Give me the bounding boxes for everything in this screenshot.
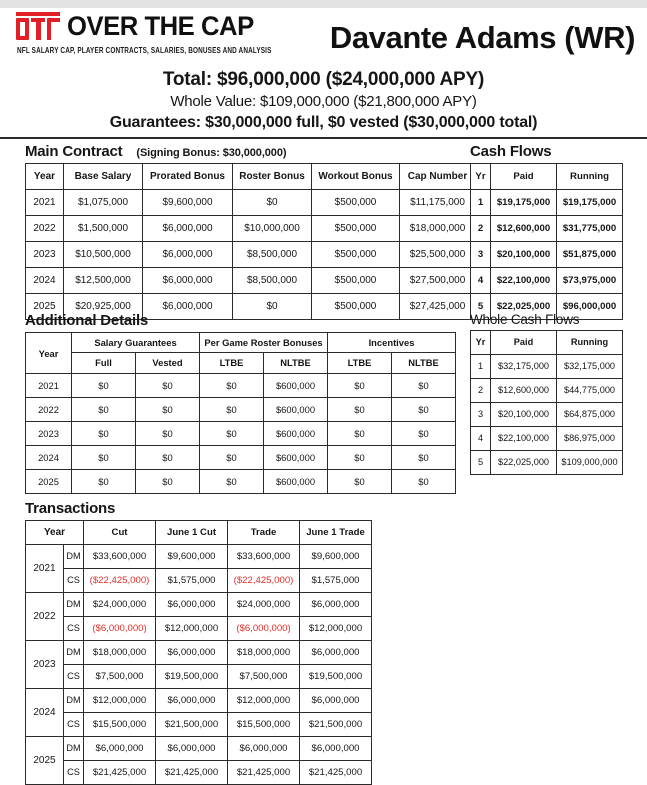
cell: $6,000,000 (300, 737, 372, 761)
transactions-title: Transactions (25, 500, 116, 517)
whole-cash-flows-section (470, 312, 623, 475)
cell: ($22,425,000) (84, 569, 156, 593)
cell: $12,000,000 (228, 689, 300, 713)
cell: $86,975,000 (557, 427, 623, 451)
cell: $10,000,000 (233, 216, 312, 242)
table-header-row (26, 164, 476, 190)
cell: $73,975,000 (557, 268, 623, 294)
table-row (471, 403, 623, 427)
table-row (26, 374, 456, 398)
table-row (471, 216, 623, 242)
cell-cs-label: CS (64, 761, 84, 785)
summary-whole-value: Whole Value: $109,000,000 ($21,800,000 APY) (170, 93, 477, 110)
cell: $21,425,000 (300, 761, 372, 785)
cell-year: 2022 (26, 593, 64, 641)
additional-details-table (25, 332, 456, 494)
cell: 2 (471, 216, 491, 242)
cell: $0 (328, 446, 392, 470)
cell: $6,000,000 (156, 689, 228, 713)
cell-cap-number: $18,000,000 (400, 216, 476, 242)
col-header: Yr (471, 331, 491, 355)
main-contract-title-text: Main Contract (25, 143, 123, 160)
table-row (26, 190, 476, 216)
cell: $7,500,000 (84, 665, 156, 689)
cell: 3 (471, 242, 491, 268)
cell: $0 (72, 374, 136, 398)
col-header: Prorated Bonus (143, 164, 233, 190)
col-header: Trade (228, 521, 300, 545)
main-contract-title (25, 143, 476, 160)
cell: 4 (471, 427, 491, 451)
cell: $0 (200, 398, 264, 422)
cell: $600,000 (264, 446, 328, 470)
cell: $600,000 (264, 374, 328, 398)
top-band (0, 0, 647, 8)
cell: 5 (471, 451, 491, 475)
cell: $19,175,000 (557, 190, 623, 216)
cell: $6,000,000 (143, 294, 233, 320)
cell: $22,025,000 (491, 451, 557, 475)
cell: $0 (392, 422, 456, 446)
col-header: Year (26, 521, 84, 545)
cash-flows-section (470, 143, 623, 320)
cell: $7,500,000 (228, 665, 300, 689)
cell: $600,000 (264, 398, 328, 422)
brand-tagline: NFL SALARY CAP, PLAYER CONTRACTS, SALARIES, BONUSES AND ANALYSIS (17, 46, 272, 56)
cell: $0 (233, 190, 312, 216)
cell-cap-number: $25,500,000 (400, 242, 476, 268)
cell: $0 (328, 398, 392, 422)
cell: $1,575,000 (156, 569, 228, 593)
table-row (26, 665, 372, 689)
table-row (471, 379, 623, 403)
col-header: June 1 Trade (300, 521, 372, 545)
col-header: Vested (136, 353, 200, 374)
table-row (471, 268, 623, 294)
cell-year: 2025 (26, 737, 64, 785)
cell: $0 (72, 398, 136, 422)
cell: $500,000 (312, 294, 400, 320)
cell: $15,500,000 (228, 713, 300, 737)
cell: $0 (392, 398, 456, 422)
table-row (471, 451, 623, 475)
cell: $0 (392, 470, 456, 494)
cell: $32,175,000 (557, 355, 623, 379)
col-header: Cut (84, 521, 156, 545)
brand-name: OVER THE CAP (67, 11, 254, 41)
cell: $33,600,000 (228, 545, 300, 569)
cell: $21,425,000 (84, 761, 156, 785)
cell: $12,000,000 (84, 689, 156, 713)
cell: $0 (200, 446, 264, 470)
cell: $31,775,000 (557, 216, 623, 242)
cell: 1 (471, 190, 491, 216)
cell: $1,575,000 (300, 569, 372, 593)
cell: $6,000,000 (143, 242, 233, 268)
page-header (0, 8, 647, 139)
cell: $0 (200, 374, 264, 398)
summary-guarantees: Guarantees: $30,000,000 full, $0 vested ($30,000,000 total) (109, 114, 538, 131)
cell: $20,925,000 (64, 294, 143, 320)
cell-cap-number: $27,425,000 (400, 294, 476, 320)
cell: $19,500,000 (300, 665, 372, 689)
cell: $22,100,000 (491, 268, 557, 294)
cell-year: 2024 (26, 689, 64, 737)
contract-summary (0, 68, 647, 134)
cell: $0 (328, 422, 392, 446)
cell: $0 (392, 374, 456, 398)
cell: $96,000,000 (557, 294, 623, 320)
cell: 4 (471, 268, 491, 294)
cell: $21,500,000 (300, 713, 372, 737)
cell: $18,000,000 (84, 641, 156, 665)
cell: $21,500,000 (156, 713, 228, 737)
cell: $1,075,000 (64, 190, 143, 216)
transactions-table (25, 520, 372, 785)
cell-dm-label: DM (64, 593, 84, 617)
main-contract-subtitle: (Signing Bonus: $30,000,000) (136, 147, 287, 159)
cell: $32,175,000 (491, 355, 557, 379)
cell: $500,000 (312, 216, 400, 242)
table-row (26, 713, 372, 737)
cell: $51,875,000 (557, 242, 623, 268)
cell: $19,500,000 (156, 665, 228, 689)
cell: $6,000,000 (228, 737, 300, 761)
cell: 2022 (26, 398, 72, 422)
col-header: Paid (491, 164, 557, 190)
table-row (471, 190, 623, 216)
table-row (471, 355, 623, 379)
table-row (26, 641, 372, 665)
cell-cs-label: CS (64, 665, 84, 689)
cell: $9,600,000 (143, 190, 233, 216)
col-header: Roster Bonus (233, 164, 312, 190)
cell: $6,000,000 (156, 641, 228, 665)
col-header: June 1 Cut (156, 521, 228, 545)
col-header: LTBE (200, 353, 264, 374)
col-header-year: Year (26, 333, 72, 374)
whole-cash-flows-table (470, 330, 623, 475)
col-header-group: Incentives (328, 333, 456, 353)
cell: ($22,425,000) (228, 569, 300, 593)
cell: 2025 (26, 470, 72, 494)
cell: $12,600,000 (491, 216, 557, 242)
table-row (26, 737, 372, 761)
cell: 2021 (26, 374, 72, 398)
cell: $0 (72, 470, 136, 494)
whole-cash-flows-title: Whole Cash Flows (470, 312, 580, 327)
table-row (26, 761, 372, 785)
table-row (26, 446, 456, 470)
cell-cs-label: CS (64, 569, 84, 593)
cell: $9,600,000 (300, 545, 372, 569)
cell: 2 (471, 379, 491, 403)
col-header-group: Per Game Roster Bonuses (200, 333, 328, 353)
table-row (471, 242, 623, 268)
cell: $0 (136, 422, 200, 446)
cell: $0 (72, 422, 136, 446)
cell: 1 (471, 355, 491, 379)
table-header-row (26, 521, 372, 545)
table-row (26, 545, 372, 569)
table-row (471, 427, 623, 451)
cell-cs-label: CS (64, 617, 84, 641)
main-contract-table (25, 163, 476, 320)
cell: $6,000,000 (300, 593, 372, 617)
cell: 2023 (26, 422, 72, 446)
brand-logo-line (14, 12, 274, 40)
col-header: Running (557, 331, 623, 355)
brand-logo-block[interactable] (14, 11, 274, 56)
cell: $10,500,000 (64, 242, 143, 268)
cash-flows-table (470, 163, 623, 320)
table-row (26, 242, 476, 268)
cell: $24,000,000 (228, 593, 300, 617)
cell: $21,425,000 (228, 761, 300, 785)
cell-cap-number: $11,175,000 (400, 190, 476, 216)
cell-dm-label: DM (64, 689, 84, 713)
cell: $20,100,000 (491, 403, 557, 427)
cell: 2025 (26, 294, 64, 320)
cell-year: 2021 (26, 545, 64, 593)
cell: ($6,000,000) (84, 617, 156, 641)
cell: $12,500,000 (64, 268, 143, 294)
additional-details-section (25, 312, 456, 494)
otc-logo-icon (14, 12, 62, 40)
table-header-row-sub (26, 353, 456, 374)
cell: $6,000,000 (300, 689, 372, 713)
cell: $500,000 (312, 190, 400, 216)
col-header: Paid (491, 331, 557, 355)
header-divider (0, 137, 647, 139)
cell-cs-label: CS (64, 713, 84, 737)
cell: ($6,000,000) (228, 617, 300, 641)
col-header: Year (26, 164, 64, 190)
cell: $500,000 (312, 242, 400, 268)
table-row (26, 268, 476, 294)
col-header: Yr (471, 164, 491, 190)
cell: $21,425,000 (156, 761, 228, 785)
cell: $18,000,000 (228, 641, 300, 665)
cell: $44,775,000 (557, 379, 623, 403)
cell: $109,000,000 (557, 451, 623, 475)
cell: $6,000,000 (300, 641, 372, 665)
cell: $6,000,000 (143, 216, 233, 242)
cell-dm-label: DM (64, 641, 84, 665)
cell: $64,875,000 (557, 403, 623, 427)
col-header-group: Salary Guarantees (72, 333, 200, 353)
cell: $12,000,000 (156, 617, 228, 641)
col-header: NLTBE (264, 353, 328, 374)
col-header: Base Salary (64, 164, 143, 190)
cell: $0 (72, 446, 136, 470)
cell: $0 (200, 422, 264, 446)
table-row (26, 216, 476, 242)
cell: $1,500,000 (64, 216, 143, 242)
table-row (26, 569, 372, 593)
table-row (26, 398, 456, 422)
cell: 5 (471, 294, 491, 320)
cell: 2023 (26, 242, 64, 268)
table-header-row-group (26, 333, 456, 353)
cell: $0 (200, 470, 264, 494)
cell: $6,000,000 (156, 737, 228, 761)
table-row (26, 689, 372, 713)
summary-total: Total: $96,000,000 ($24,000,000 APY) (162, 69, 485, 90)
col-header: Cap Number (400, 164, 476, 190)
brand-row (0, 8, 647, 70)
cell: $22,100,000 (491, 427, 557, 451)
cell: $500,000 (312, 268, 400, 294)
cell: $0 (136, 398, 200, 422)
col-header: Full (72, 353, 136, 374)
col-header: Running (557, 164, 623, 190)
cell: $20,100,000 (491, 242, 557, 268)
cell: $19,175,000 (491, 190, 557, 216)
table-header-row (471, 331, 623, 355)
cell: 2024 (26, 446, 72, 470)
additional-details-title: Additional Details (25, 312, 149, 329)
table-row (26, 470, 456, 494)
cell-year: 2023 (26, 641, 64, 689)
cell: $0 (328, 470, 392, 494)
col-header: LTBE (328, 353, 392, 374)
cell: $8,500,000 (233, 268, 312, 294)
col-header: Workout Bonus (312, 164, 400, 190)
cell: $0 (328, 374, 392, 398)
cell: $6,000,000 (156, 593, 228, 617)
cell: $15,500,000 (84, 713, 156, 737)
cell: $22,025,000 (491, 294, 557, 320)
table-row (26, 593, 372, 617)
cell: 2022 (26, 216, 64, 242)
cell: $0 (136, 446, 200, 470)
cell: $600,000 (264, 422, 328, 446)
cell: 2021 (26, 190, 64, 216)
cell: $12,600,000 (491, 379, 557, 403)
cell: 2024 (26, 268, 64, 294)
table-header-row (471, 164, 623, 190)
table-row (26, 617, 372, 641)
cell: $600,000 (264, 470, 328, 494)
cell: $0 (136, 374, 200, 398)
cell: $8,500,000 (233, 242, 312, 268)
cell: $6,000,000 (84, 737, 156, 761)
cell: 3 (471, 403, 491, 427)
cell: $12,000,000 (300, 617, 372, 641)
col-header: NLTBE (392, 353, 456, 374)
table-row (26, 422, 456, 446)
cell: $33,600,000 (84, 545, 156, 569)
cell: $0 (392, 446, 456, 470)
cash-flows-title: Cash Flows (470, 143, 552, 160)
cell: $6,000,000 (143, 268, 233, 294)
main-contract-section (25, 143, 476, 320)
cell: $0 (136, 470, 200, 494)
page-title: Davante Adams (WR) (329, 20, 635, 55)
cell: $24,000,000 (84, 593, 156, 617)
cell-dm-label: DM (64, 737, 84, 761)
cell: $9,600,000 (156, 545, 228, 569)
transactions-section (25, 500, 372, 785)
cell-dm-label: DM (64, 545, 84, 569)
cell: $0 (233, 294, 312, 320)
cell-cap-number: $27,500,000 (400, 268, 476, 294)
